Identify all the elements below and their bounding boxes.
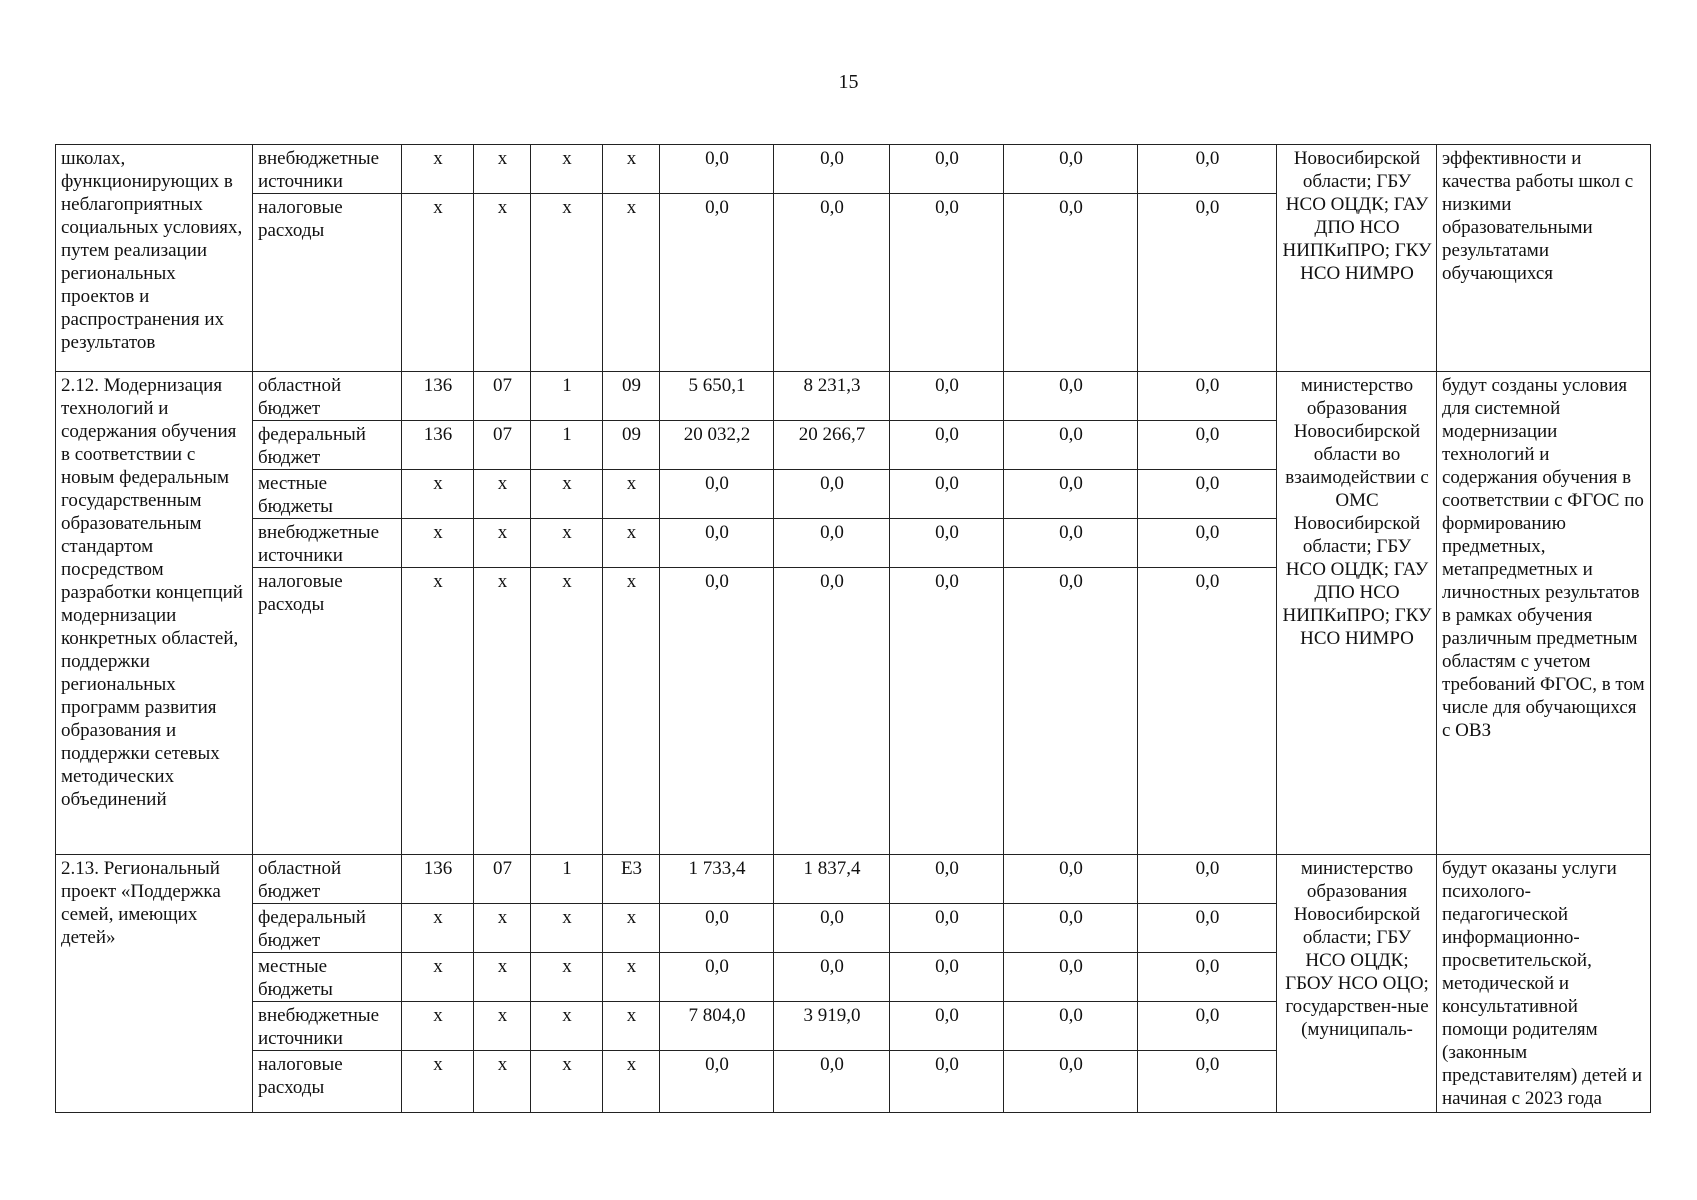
budget-code-cell: х	[531, 1002, 603, 1051]
amount-cell: 0,0	[1004, 421, 1138, 470]
financing-table	[55, 144, 1651, 1113]
funding-source: областной бюджет	[253, 372, 402, 421]
budget-code-cell: 1	[531, 421, 603, 470]
amount-cell: 0,0	[1004, 145, 1138, 194]
budget-code-cell: х	[531, 519, 603, 568]
measure-description: 2.12. Модернизация технологий и содержания обучения в соответствии с новым федеральным государственным образовательным стандартом посредством разработки концепций модернизации конкретных областей, поддержки региональных программ развития образования и поддержки сетевых методических объединений	[56, 372, 253, 855]
budget-code-cell: х	[531, 194, 603, 372]
amount-cell: 0,0	[660, 519, 774, 568]
expected-result: эффективности и качества работы школ с низкими образовательными результатами обучающихся	[1437, 145, 1651, 372]
amount-cell: 0,0	[890, 372, 1004, 421]
responsible-executor: Новосибирской области; ГБУ НСО ОЦДК; ГАУ ДПО НСО НИПКиПРО; ГКУ НСО НИМРО	[1277, 145, 1437, 372]
measure-description: школах, функционирующих в неблагоприятных социальных условиях, путем реализации региональных проектов и распространения их результатов	[56, 145, 253, 372]
amount-cell: 1 837,4	[774, 855, 890, 904]
amount-cell: 0,0	[1138, 1051, 1277, 1113]
funding-source: налоговые расходы	[253, 568, 402, 855]
amount-cell: 0,0	[774, 519, 890, 568]
responsible-executor: министерство образования Новосибирской области во взаимодействии с ОМС Новосибирской области; ГБУ НСО ОЦДК; ГАУ ДПО НСО НИПКиПРО; ГКУ НСО НИМРО	[1277, 372, 1437, 855]
amount-cell: 0,0	[774, 953, 890, 1002]
amount-cell: 0,0	[1004, 470, 1138, 519]
amount-cell: 0,0	[774, 1051, 890, 1113]
amount-cell: 20 032,2	[660, 421, 774, 470]
amount-cell: 0,0	[1004, 904, 1138, 953]
measure-description: 2.13. Региональный проект «Поддержка семей, имеющих детей»	[56, 855, 253, 1113]
amount-cell: 0,0	[1004, 1002, 1138, 1051]
amount-cell: 0,0	[660, 145, 774, 194]
budget-code-cell: х	[603, 568, 660, 855]
amount-cell: 0,0	[660, 568, 774, 855]
amount-cell: 0,0	[1138, 421, 1277, 470]
budget-code-cell: х	[474, 145, 531, 194]
expected-result: будут оказаны услуги психолого-педагогической информационно-просветительской, методической и консультативной помощи родителям (законным представителям) детей и начиная с 2023 года	[1437, 855, 1651, 1113]
funding-source: налоговые расходы	[253, 194, 402, 372]
page-number: 15	[838, 71, 859, 93]
budget-code-cell: х	[603, 470, 660, 519]
budget-code-cell: х	[603, 953, 660, 1002]
budget-code-cell: х	[474, 194, 531, 372]
amount-cell: 0,0	[660, 194, 774, 372]
funding-source: внебюджетные источники	[253, 145, 402, 194]
budget-code-cell: х	[474, 1002, 531, 1051]
amount-cell: 1 733,4	[660, 855, 774, 904]
budget-code-cell: 136	[402, 855, 474, 904]
amount-cell: 0,0	[890, 470, 1004, 519]
budget-code-cell: х	[603, 194, 660, 372]
budget-code-cell: х	[531, 904, 603, 953]
amount-cell: 0,0	[774, 145, 890, 194]
amount-cell: 0,0	[774, 470, 890, 519]
amount-cell: 0,0	[890, 855, 1004, 904]
funding-source: налоговые расходы	[253, 1051, 402, 1113]
amount-cell: 0,0	[1138, 372, 1277, 421]
table-body	[56, 145, 1651, 1113]
amount-cell: 0,0	[1138, 519, 1277, 568]
amount-cell: 0,0	[660, 953, 774, 1002]
budget-code-cell: х	[603, 904, 660, 953]
amount-cell: 5 650,1	[660, 372, 774, 421]
amount-cell: 0,0	[660, 904, 774, 953]
budget-code-cell: Е3	[603, 855, 660, 904]
amount-cell: 0,0	[890, 904, 1004, 953]
amount-cell: 0,0	[1138, 1002, 1277, 1051]
amount-cell: 0,0	[1004, 855, 1138, 904]
budget-code-cell: х	[603, 145, 660, 194]
amount-cell: 0,0	[1138, 568, 1277, 855]
responsible-executor: министерство образования Новосибирской области; ГБУ НСО ОЦДК; ГБОУ НСО ОЦО; государствен-ные (муниципаль-	[1277, 855, 1437, 1113]
budget-code-cell: 07	[474, 372, 531, 421]
funding-source: внебюджетные источники	[253, 1002, 402, 1051]
amount-cell: 0,0	[890, 953, 1004, 1002]
amount-cell: 0,0	[890, 519, 1004, 568]
budget-code-cell: х	[603, 1002, 660, 1051]
table-row	[56, 372, 1651, 421]
budget-code-cell: х	[531, 953, 603, 1002]
budget-code-cell: 07	[474, 421, 531, 470]
amount-cell: 0,0	[774, 568, 890, 855]
budget-code-cell: 09	[603, 421, 660, 470]
amount-cell: 0,0	[890, 1002, 1004, 1051]
amount-cell: 7 804,0	[660, 1002, 774, 1051]
amount-cell: 0,0	[1138, 953, 1277, 1002]
amount-cell: 0,0	[1004, 194, 1138, 372]
budget-code-cell: х	[474, 519, 531, 568]
amount-cell: 0,0	[1004, 519, 1138, 568]
amount-cell: 0,0	[774, 194, 890, 372]
amount-cell: 0,0	[890, 145, 1004, 194]
amount-cell: 0,0	[660, 470, 774, 519]
budget-code-cell: х	[531, 568, 603, 855]
budget-code-cell: х	[474, 953, 531, 1002]
budget-code-cell: 136	[402, 372, 474, 421]
amount-cell: 0,0	[1138, 904, 1277, 953]
budget-code-cell: х	[402, 1051, 474, 1113]
budget-code-cell: х	[474, 1051, 531, 1113]
budget-code-cell: х	[402, 953, 474, 1002]
amount-cell: 0,0	[1004, 1051, 1138, 1113]
budget-code-cell: х	[474, 470, 531, 519]
funding-source: федеральный бюджет	[253, 904, 402, 953]
budget-code-cell: 1	[531, 855, 603, 904]
amount-cell: 0,0	[1004, 568, 1138, 855]
amount-cell: 0,0	[890, 194, 1004, 372]
amount-cell: 0,0	[890, 1051, 1004, 1113]
budget-code-cell: х	[402, 519, 474, 568]
budget-code-cell: х	[402, 194, 474, 372]
amount-cell: 0,0	[890, 568, 1004, 855]
amount-cell: 0,0	[660, 1051, 774, 1113]
funding-source: внебюджетные источники	[253, 519, 402, 568]
amount-cell: 0,0	[1138, 194, 1277, 372]
expected-result: будут созданы условия для системной модернизации технологий и содержания обучения в соответствии с ФГОС по формированию предметных, метапредметных и личностных результатов в рамках обучения различным предметным областям с учетом требований ФГОС, в том числе для обучающихся с ОВЗ	[1437, 372, 1651, 855]
table-row	[56, 145, 1651, 194]
budget-code-cell: х	[603, 519, 660, 568]
budget-code-cell: х	[603, 1051, 660, 1113]
table-row	[56, 855, 1651, 904]
budget-code-cell: х	[531, 145, 603, 194]
budget-code-cell: х	[402, 470, 474, 519]
funding-source: федеральный бюджет	[253, 421, 402, 470]
amount-cell: 8 231,3	[774, 372, 890, 421]
funding-source: местные бюджеты	[253, 953, 402, 1002]
amount-cell: 0,0	[1138, 145, 1277, 194]
budget-code-cell: 07	[474, 855, 531, 904]
amount-cell: 0,0	[1004, 953, 1138, 1002]
amount-cell: 0,0	[1004, 372, 1138, 421]
budget-code-cell: х	[402, 1002, 474, 1051]
budget-code-cell: х	[474, 568, 531, 855]
funding-source: местные бюджеты	[253, 470, 402, 519]
budget-code-cell: 1	[531, 372, 603, 421]
funding-source: областной бюджет	[253, 855, 402, 904]
budget-code-cell: х	[474, 904, 531, 953]
budget-code-cell: х	[531, 1051, 603, 1113]
budget-code-cell: х	[402, 145, 474, 194]
budget-code-cell: 136	[402, 421, 474, 470]
amount-cell: 0,0	[1138, 470, 1277, 519]
amount-cell: 0,0	[774, 904, 890, 953]
amount-cell: 20 266,7	[774, 421, 890, 470]
budget-code-cell: х	[402, 568, 474, 855]
budget-code-cell: х	[402, 904, 474, 953]
budget-code-cell: 09	[603, 372, 660, 421]
amount-cell: 3 919,0	[774, 1002, 890, 1051]
budget-code-cell: х	[531, 470, 603, 519]
amount-cell: 0,0	[890, 421, 1004, 470]
amount-cell: 0,0	[1138, 855, 1277, 904]
